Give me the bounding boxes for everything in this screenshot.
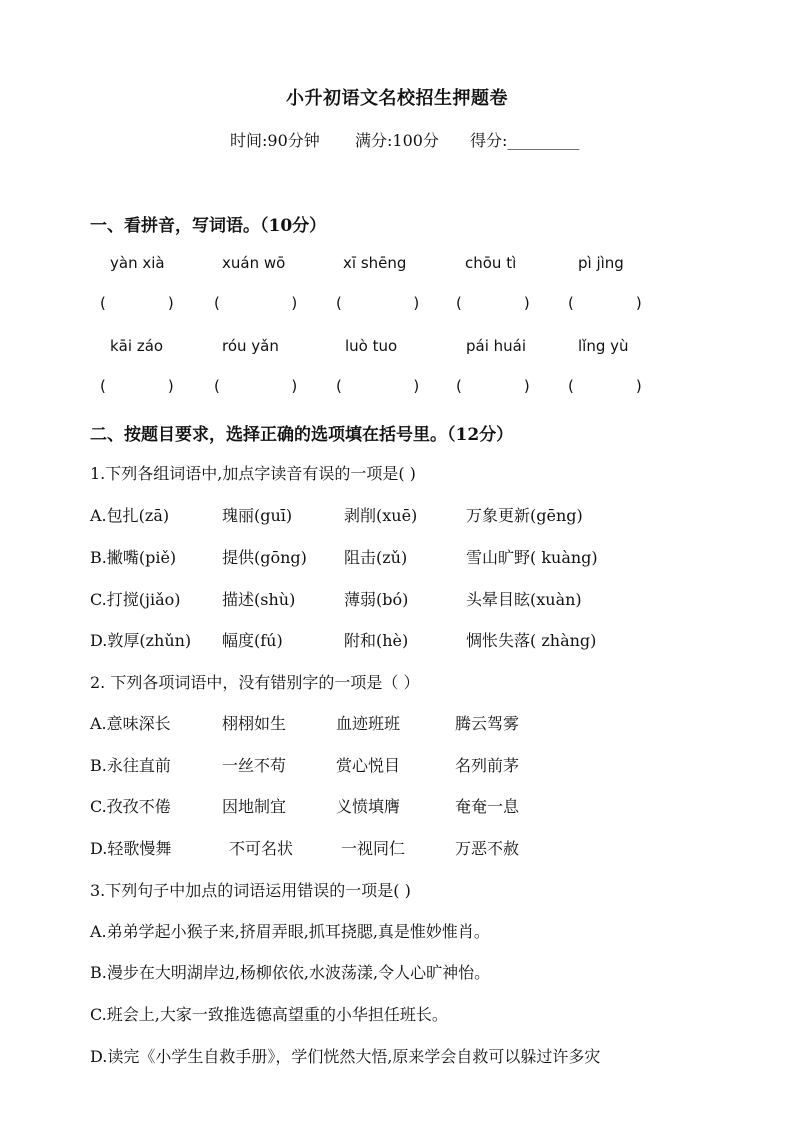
- pinyin-item: lǐng yù: [578, 337, 629, 355]
- option-word: 薄弱(bó): [344, 590, 409, 609]
- q1-option-a[interactable]: [0, 503, 794, 527]
- pinyin-item: xī shēng: [343, 254, 407, 272]
- option-word: C.孜孜不倦: [90, 797, 171, 816]
- option-word: 惆怅失落( zhàng): [466, 631, 597, 650]
- option-word: 万恶不赦: [455, 839, 520, 858]
- pinyin-row-1: [0, 254, 794, 278]
- q2-option-a[interactable]: [0, 711, 794, 735]
- score-field: 得分:_________: [470, 131, 580, 150]
- pinyin-item: yàn xià: [110, 254, 165, 272]
- answer-blank[interactable]: ( ): [568, 377, 642, 395]
- option-word: 头晕目眩(xuàn): [466, 590, 582, 609]
- section-2-heading: 二、按题目要求，选择正确的选项填在括号里。（12分）: [90, 425, 514, 445]
- q3-option-b[interactable]: B.漫步在大明湖岸边,杨柳依依,水波荡漾,令人心旷神怡。: [90, 963, 491, 982]
- option-word: C.打搅(jiǎo): [90, 590, 181, 609]
- option-word: 不可名状: [229, 839, 294, 858]
- q2-option-c[interactable]: [0, 794, 794, 818]
- section-1-heading: 一、看拼音，写词语。（10分）: [90, 216, 327, 236]
- question-3-stem: 3.下列句子中加点的词语运用错误的一项是( ): [90, 881, 411, 900]
- exam-meta: [0, 128, 794, 152]
- pinyin-item: luò tuo: [345, 337, 398, 355]
- option-word: D.敦厚(zhǔn): [90, 631, 192, 650]
- option-word: 栩栩如生: [222, 714, 287, 733]
- q3-option-d[interactable]: D.读完《小学生自救手册》，学们恍然大悟,原来学会自救可以躲过许多灾: [90, 1047, 601, 1066]
- option-word: 描述(shù): [222, 590, 296, 609]
- page-title: 小升初语文名校招生押题卷: [286, 88, 508, 109]
- q1-option-c[interactable]: [0, 587, 794, 611]
- answer-blank[interactable]: ( ): [214, 377, 298, 395]
- answer-blank[interactable]: ( ): [336, 294, 420, 312]
- option-word: 腾云驾雾: [455, 714, 520, 733]
- answer-blank[interactable]: ( ): [214, 294, 298, 312]
- answer-blank[interactable]: ( ): [456, 377, 530, 395]
- option-word: D.轻歌慢舞: [90, 839, 172, 858]
- answer-blank[interactable]: ( ): [100, 294, 174, 312]
- question-1-stem: 1.下列各组词语中,加点字读音有误的一项是( ): [90, 464, 416, 483]
- option-word: 附和(hè): [344, 631, 409, 650]
- pinyin-item: pái huái: [466, 337, 527, 355]
- option-word: 赏心悦目: [336, 756, 401, 775]
- pinyin-item: chōu tì: [465, 254, 517, 272]
- pinyin-item: xuán wō: [222, 254, 286, 272]
- option-word: 雪山旷野( kuàng): [466, 548, 598, 567]
- q1-option-d[interactable]: [0, 628, 794, 652]
- answer-blanks-row-1: [0, 294, 794, 318]
- option-word: 阻击(zǔ): [344, 548, 408, 567]
- q3-option-a[interactable]: A.弟弟学起小猴子来,挤眉弄眼,抓耳挠腮,真是惟妙惟肖。: [90, 922, 490, 941]
- option-word: 义愤填膺: [336, 797, 401, 816]
- q2-option-b[interactable]: [0, 753, 794, 777]
- pinyin-item: róu yǎn: [222, 337, 279, 355]
- pinyin-row-2: [0, 337, 794, 361]
- option-word: B.撇嘴(piě): [90, 548, 177, 567]
- option-word: 一视同仁: [341, 839, 406, 858]
- option-word: 提供(gōng): [222, 548, 307, 567]
- option-word: 万象更新(gēng): [466, 506, 583, 525]
- pinyin-item: pì jìng: [578, 254, 624, 272]
- full-score-label: 满分:100分: [355, 131, 439, 150]
- option-word: 剥削(xuē): [344, 506, 418, 525]
- answer-blank[interactable]: ( ): [100, 377, 174, 395]
- option-word: 幅度(fú): [222, 631, 283, 650]
- option-word: 奄奄一息: [455, 797, 520, 816]
- q2-option-d[interactable]: [0, 836, 794, 860]
- answer-blank[interactable]: ( ): [568, 294, 642, 312]
- answer-blanks-row-2: [0, 377, 794, 401]
- option-word: 瑰丽(guī): [222, 506, 293, 525]
- option-word: A.意味深长: [90, 714, 171, 733]
- q1-option-b[interactable]: [0, 545, 794, 569]
- option-word: 名列前茅: [455, 756, 520, 775]
- option-word: 一丝不苟: [222, 756, 287, 775]
- option-word: B.永往直前: [90, 756, 171, 775]
- answer-blank[interactable]: ( ): [456, 294, 530, 312]
- q3-option-c[interactable]: C.班会上,大家一致推选德高望重的小华担任班长。: [90, 1005, 448, 1024]
- answer-blank[interactable]: ( ): [336, 377, 420, 395]
- option-word: 因地制宜: [222, 797, 287, 816]
- pinyin-item: kāi záo: [110, 337, 164, 355]
- question-2-stem: 2. 下列各项词语中，没有错别字的一项是（ ）: [90, 673, 420, 692]
- time-label: 时间:90分钟: [230, 131, 320, 150]
- option-word: 血迹班班: [336, 714, 401, 733]
- option-word: A.包扎(zā): [90, 506, 170, 525]
